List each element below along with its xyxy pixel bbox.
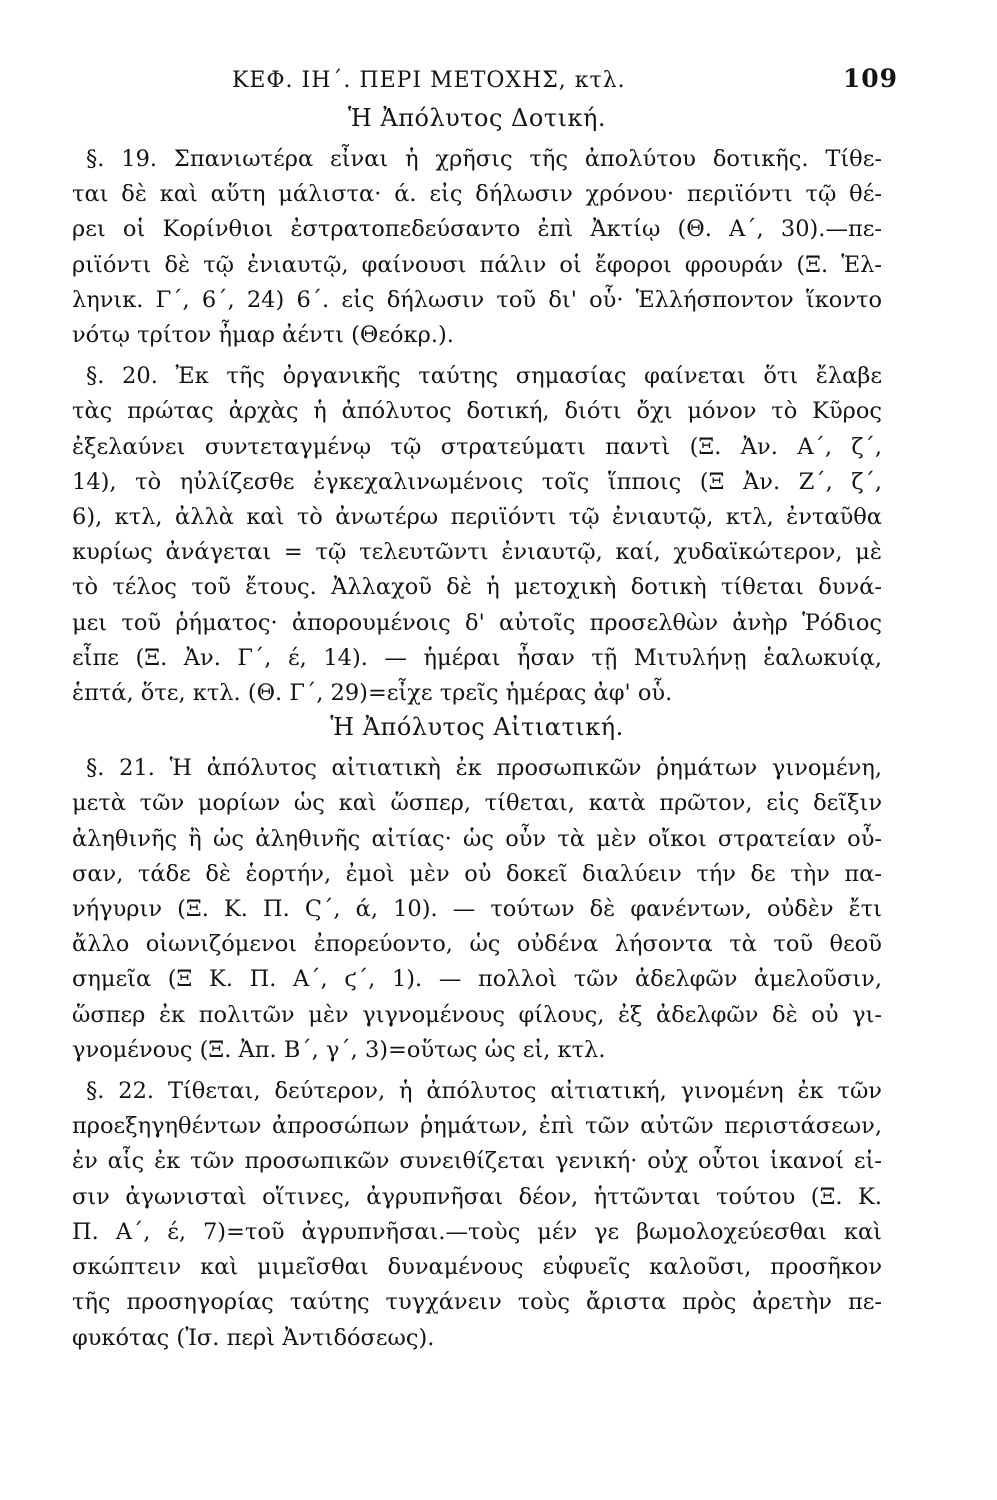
text-line: §. 19. Σπανιωτέρα εἶναι ἡ χρῆσις τῆς ἀπολύτου δοτικῆς. Τίθε- — [86, 146, 882, 172]
section-heading: Ἡ Ἀπόλυτος Δοτική. — [347, 104, 607, 132]
text-line: ται δὲ καὶ αὕτη μάλιστα· ά. εἰς δήλωσιν χρόνου· περιϊόντι τῷ θέ- — [72, 181, 882, 208]
running-title: ΚΕΦ. ΙΗ΄. ΠΕΡΙ ΜΕΤΟΧΗΣ, κτλ. — [232, 68, 626, 93]
text-line: §. 20. Ἐκ τῆς ὀργανικῆς ταύτης σημασίας φαίνεται ὅτι ἔλαβε — [86, 363, 882, 390]
text-line: ριϊόντι δὲ τῷ ἐνιαυτῷ, φαίνουσι πάλιν οἱ ἔφοροι φρουράν (Ξ. Ἑλ- — [72, 251, 882, 278]
page-number: 109 — [842, 64, 898, 93]
text-line: ἑπτά, ὅτε, κτλ. (Θ. Γ΄, 29)=εἶχε τρεῖς ἡμέρας ἀφ' οὗ. — [72, 680, 673, 707]
text-line: §. 21. Ἡ ἀπόλυτος αἰτιατικὴ ἐκ προσωπικῶν ῥημάτων γινομένη, — [86, 755, 882, 782]
text-line: φυκότας (Ἰσ. περὶ Ἀντιδόσεως). — [72, 1324, 435, 1351]
text-line: τὸ τέλος τοῦ ἔτους. Ἀλλαχοῦ δὲ ἡ μετοχικὴ δοτικὴ τίθεται δυνά- — [72, 574, 882, 601]
paragraph — [72, 142, 882, 353]
text-line: σκώπτειν καὶ μιμεῖσθαι δυναμένους εὐφυεῖς καλοῦσι, προσῆκον — [72, 1254, 882, 1281]
text-line: μει τοῦ ῥήματος· ἀπορουμένοις δ' αὐτοῖς προσελθὼν ἀνὴρ Ῥόδιος — [72, 609, 882, 636]
text-line: ἄλλο οἰωνιζόμενοι ἐπορεύοντο, ὡς οὐδένα λήσοντα τὰ τοῦ θεοῦ — [72, 931, 882, 958]
text-line: ληνικ. Γ΄, 6΄, 24) 6΄. εἰς δήλωσιν τοῦ δι' οὗ· Ἑλλήσποντον ἵκοντο — [72, 286, 882, 313]
text-line: τῆς προσηγορίας ταύτης τυγχάνειν τοὺς ἄριστα πρὸς ἀρετὴν πε- — [72, 1289, 882, 1316]
text-line: ὥσπερ ἐκ πολιτῶν μὲν γιγνομένους φίλους, ἐξ ἀδελφῶν δὲ οὐ γι- — [72, 1001, 882, 1028]
text-line: γνομένους (Ξ. Ἀπ. Β΄, γ΄, 3)=οὕτως ὡς εἰ, κτλ. — [72, 1036, 606, 1063]
paragraph — [72, 751, 882, 1068]
text-line: προεξηγηθέντων ἀπροσώπων ῥημάτων, ἐπὶ τῶν αὐτῶν περιστάσεων, — [72, 1113, 882, 1140]
text-line: σαν, τάδε δὲ ἑορτήν, ἐμοὶ μὲν οὐ δοκεῖ διαλύειν τήν δε τὴν πα- — [72, 860, 882, 887]
text-line: κυρίως ἀνάγεται = τῷ τελευτῶντι ἐνιαυτῷ, καί, χυδαϊκώτερον, μὲ — [72, 539, 882, 566]
text-line: τὰς πρώτας ἀρχὰς ἡ ἀπόλυτος δοτική, διότι ὄχι μόνον τὸ Κῦρος — [72, 398, 882, 425]
text-line: μετὰ τῶν μορίων ὡς καὶ ὥσπερ, τίθεται, κατὰ πρῶτον, εἰς δεῖξιν — [72, 790, 882, 817]
section-heading: Ἡ Ἀπόλυτος Αἰτιατική. — [330, 713, 624, 742]
text-line: ἐν αἷς ἐκ τῶν προσωπικῶν συνειθίζεται γενική· οὐχ οὗτοι ἱκανοί εἰ- — [72, 1148, 882, 1175]
text-line: σιν ἀγωνισταὶ οἵτινες, ἀγρυπνῆσαι δέον, ἡττῶνται τούτου (Ξ. Κ. — [72, 1183, 882, 1210]
text-line: 6), κτλ, ἀλλὰ καὶ τὸ ἀνωτέρω περιϊόντι τῷ ἐνιαυτῷ, κτλ, ἐνταῦθα — [72, 504, 882, 531]
text-line: νότῳ τρίτον ἦμαρ ἀέντι (Θεόκρ.). — [72, 322, 454, 349]
text-line: ἐξελαύνει συντεταγμένῳ τῷ στρατεύματι παντὶ (Ξ. Ἀν. Α΄, ζ΄, — [72, 433, 882, 460]
document-page — [72, 62, 898, 1356]
text-line: ρει οἱ Κορίνθιοι ἐστρατοπεδεύσαντο ἐπὶ Ἀκτίῳ (Θ. Α΄, 30).—πε- — [72, 216, 882, 243]
document-body — [72, 104, 882, 1356]
text-line: σημεῖα (Ξ Κ. Π. Α΄, ϛ΄, 1). — πολλοὶ τῶν ἀδελφῶν ἀμελοῦσιν, — [72, 966, 882, 993]
text-line: νήγυριν (Ξ. Κ. Π. Ϛ΄, ά, 10). — τούτων δὲ φανέντων, οὐδὲν ἔτι — [72, 896, 882, 923]
paragraph — [72, 359, 882, 711]
paragraph — [72, 1074, 882, 1356]
running-header — [72, 62, 898, 102]
text-line: εἶπε (Ξ. Ἀν. Γ΄, έ, 14). — ἡμέραι ἦσαν τῇ Μιτυλήνῃ ἑαλωκυίᾳ, — [72, 644, 882, 671]
text-line: ἀληθινῆς ἢ ὡς ἀληθινῆς αἰτίας· ὡς οὖν τὰ μὲν οἴκοι στρατείαν οὖ- — [72, 825, 882, 852]
text-line: 14), τὸ ηὐλίζεσθε ἐγκεχαλινωμένοις τοῖς ἵπποις (Ξ Ἀν. Ζ΄, ζ΄, — [72, 468, 882, 495]
text-line: §. 22. Τίθεται, δεύτερον, ἡ ἀπόλυτος αἰτιατική, γινομένη ἐκ τῶν — [86, 1078, 882, 1105]
text-line: Π. Α΄, έ, 7)=τοῦ ἀγρυπνῆσαι.—τοὺς μέν γε βωμολοχεύεσθαι καὶ — [72, 1218, 882, 1245]
